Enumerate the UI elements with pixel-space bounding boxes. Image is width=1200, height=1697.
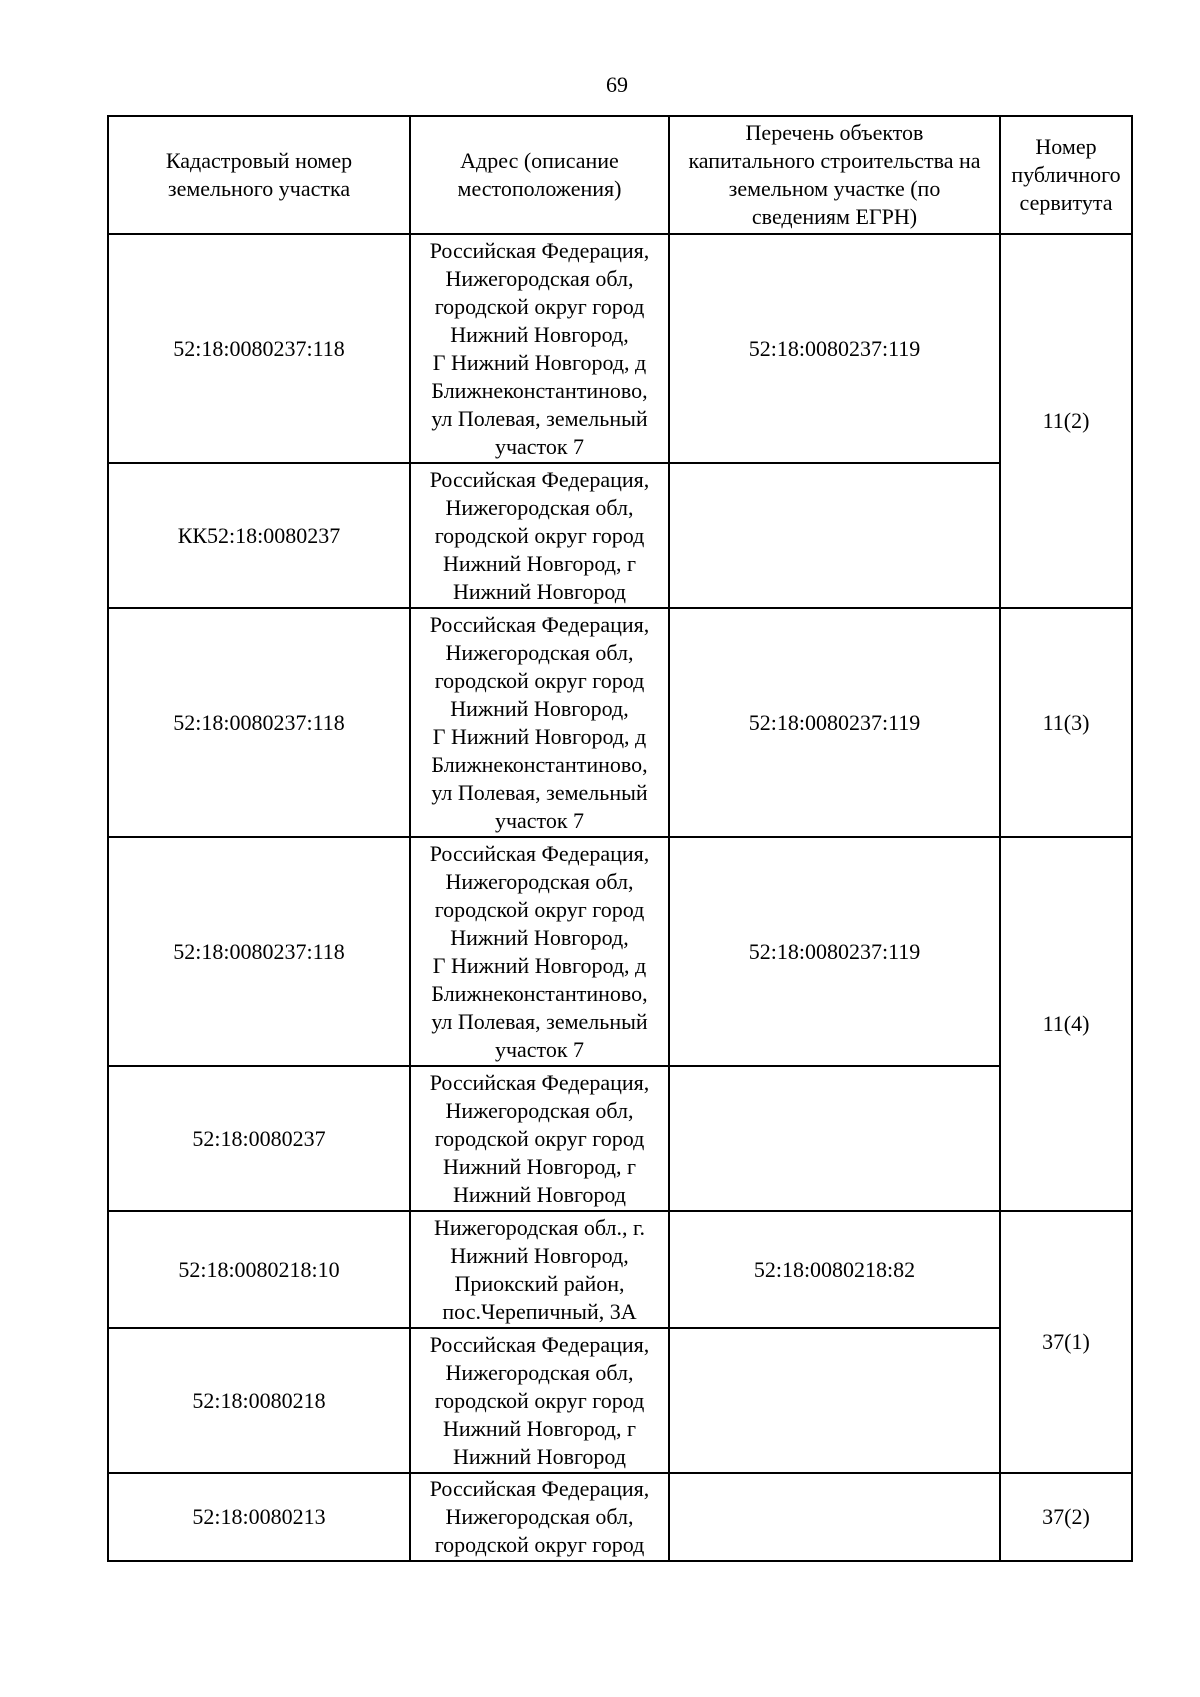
cadastral-number-cell: 52:18:0080213 — [108, 1473, 410, 1561]
cadastral-number-cell: КК52:18:0080237 — [108, 463, 410, 608]
table-row — [108, 234, 1132, 463]
address-cell: Российская Федерация, Нижегородская обл, городской округ город — [410, 1473, 669, 1561]
address-cell: Российская Федерация, Нижегородская обл, городской округ город Нижний Новгород, Г Нижний Новгород, д Ближнеконстантиново, ул Полевая, земельный участок 7 — [410, 608, 669, 837]
objects-cell — [669, 463, 1000, 608]
table-row — [108, 1473, 1132, 1561]
header-objects-list: Перечень объектов капитального строительства на земельном участке (по сведениям ЕГРН) — [669, 116, 1000, 234]
header-servitude-number: Номер публичного сервитута — [1000, 116, 1132, 234]
objects-cell: 52:18:0080237:119 — [669, 234, 1000, 463]
table-row — [108, 837, 1132, 1066]
servitude-number-cell: 11(3) — [1000, 608, 1132, 837]
servitude-number-cell: 37(1) — [1000, 1211, 1132, 1473]
servitude-number-cell: 11(2) — [1000, 234, 1132, 608]
header-address: Адрес (описание местоположения) — [410, 116, 669, 234]
address-cell: Российская Федерация, Нижегородская обл, городской округ город Нижний Новгород, Г Нижний Новгород, д Ближнеконстантиново, ул Полевая, земельный участок 7 — [410, 837, 669, 1066]
objects-cell — [669, 1473, 1000, 1561]
cadastral-number-cell: 52:18:0080237:118 — [108, 234, 410, 463]
cadastral-number-cell: 52:18:0080218:10 — [108, 1211, 410, 1328]
page-number: 69 — [606, 72, 628, 97]
table-row — [108, 1066, 1132, 1211]
table-row — [108, 1328, 1132, 1473]
table-row — [108, 463, 1132, 608]
address-cell: Нижегородская обл., г. Нижний Новгород, Приокский район, пос.Черепичный, 3А — [410, 1211, 669, 1328]
objects-cell: 52:18:0080237:119 — [669, 837, 1000, 1066]
objects-cell — [669, 1328, 1000, 1473]
address-cell: Российская Федерация, Нижегородская обл, городской округ город Нижний Новгород, г Нижний Новгород — [410, 1066, 669, 1211]
objects-cell: 52:18:0080237:119 — [669, 608, 1000, 837]
table-row — [108, 608, 1132, 837]
cadastral-number-cell: 52:18:0080218 — [108, 1328, 410, 1473]
cadastral-table — [107, 115, 1133, 1562]
table-row — [108, 1211, 1132, 1328]
address-cell: Российская Федерация, Нижегородская обл, городской округ город Нижний Новгород, г Нижний Новгород — [410, 1328, 669, 1473]
objects-cell: 52:18:0080218:82 — [669, 1211, 1000, 1328]
address-cell: Российская Федерация, Нижегородская обл, городской округ город Нижний Новгород, г Нижний Новгород — [410, 463, 669, 608]
address-cell: Российская Федерация, Нижегородская обл, городской округ город Нижний Новгород, Г Нижний Новгород, д Ближнеконстантиново, ул Полевая, земельный участок 7 — [410, 234, 669, 463]
cadastral-number-cell: 52:18:0080237 — [108, 1066, 410, 1211]
cadastral-number-cell: 52:18:0080237:118 — [108, 608, 410, 837]
servitude-number-cell: 37(2) — [1000, 1473, 1132, 1561]
cadastral-number-cell: 52:18:0080237:118 — [108, 837, 410, 1066]
header-cadastral-number: Кадастровый номер земельного участка — [108, 116, 410, 234]
table-header-row — [108, 116, 1132, 234]
objects-cell — [669, 1066, 1000, 1211]
servitude-number-cell: 11(4) — [1000, 837, 1132, 1211]
